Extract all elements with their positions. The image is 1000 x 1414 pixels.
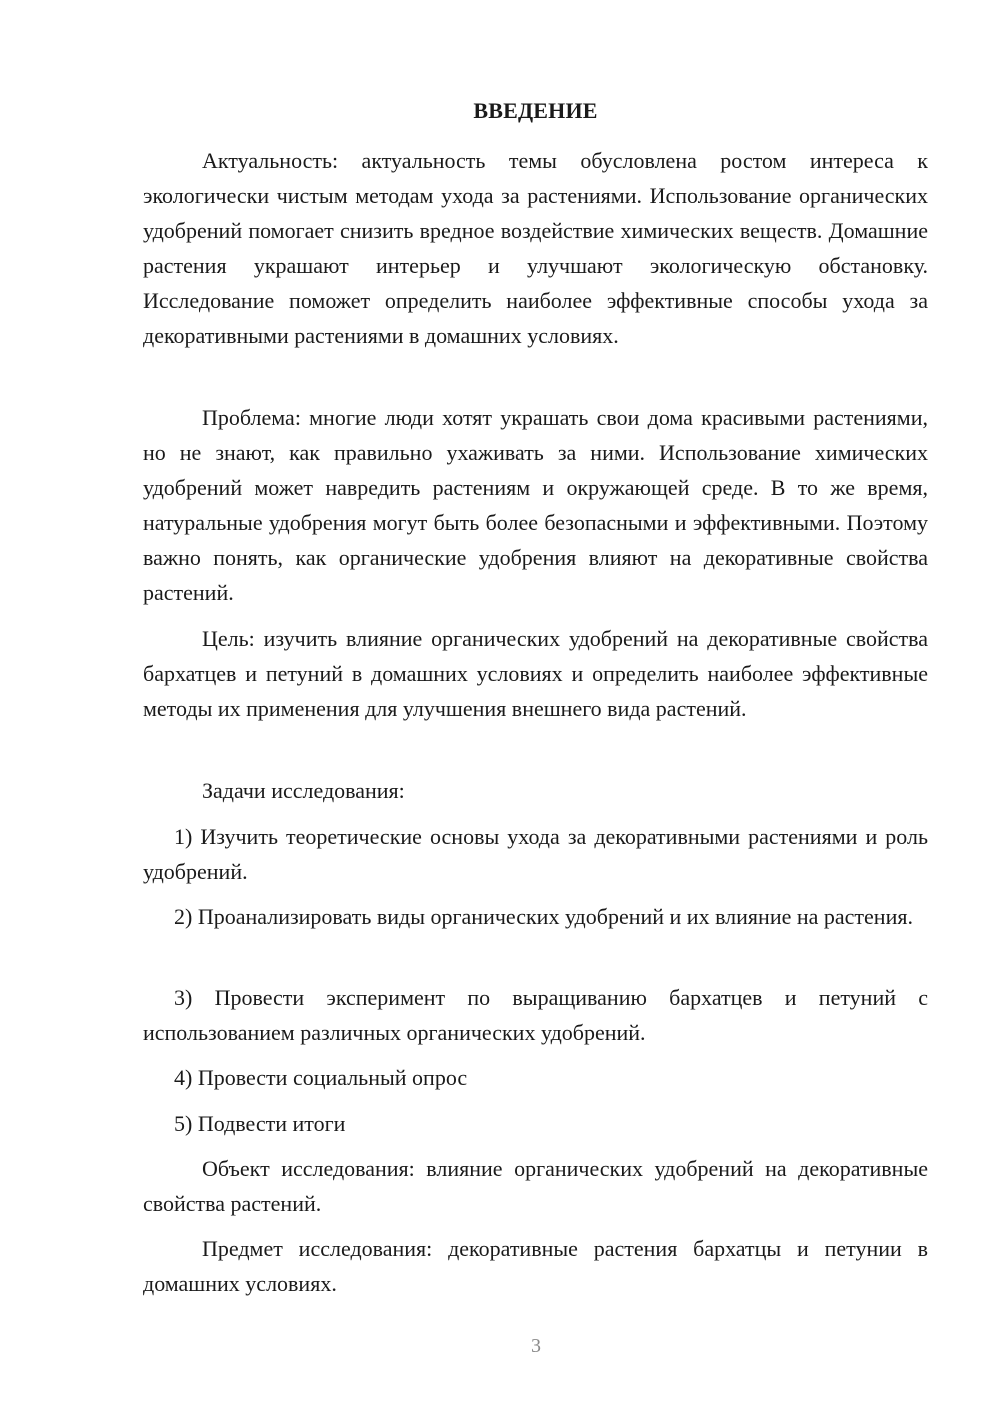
paragraph-goal: Цель: изучить влияние органических удобрений на декоративные свойства бархатцев и петуний в домашних условиях и определить наиболее эффективные методы их применения для улучшения внешнего вида растений. bbox=[143, 626, 928, 721]
page-title: ВВЕДЕНИЕ bbox=[473, 98, 598, 123]
paragraph-relevance: Актуальность: актуальность темы обусловлена ростом интереса к экологически чистым методам ухода за растениями. Использование органических удобрений помогает снизить вредное воздействие химических веществ. Домашние растения украшают интерьер и улучшают экологическую обстановку. Исследование поможет определить наиболее эффективные способы ухода за декоративными растениями в домашних условиях. bbox=[143, 148, 928, 348]
page-number: 3 bbox=[531, 1335, 541, 1357]
paragraph-object: Объект исследования: влияние органических удобрений на декоративные свойства растений. bbox=[143, 1156, 928, 1216]
task-item-4: 4) Провести социальный опрос bbox=[174, 1065, 468, 1090]
task-item-5: 5) Подвести итоги bbox=[174, 1111, 346, 1136]
paragraph-problem: Проблема: многие люди хотят украшать свои дома красивыми растениями, но не знают, как правильно ухаживать за ними. Использование химических удобрений может навредить растениям и окружающей среде. В то же время, натуральные удобрения могут быть более безопасными и эффективными. Поэтому важно понять, как органические удобрения влияют на декоративные свойства растений. bbox=[143, 405, 928, 605]
task-item-1: 1) Изучить теоретические основы ухода за декоративными растениями и роль удобрений. bbox=[143, 824, 928, 884]
paragraph-subject: Предмет исследования: декоративные растения бархатцы и петунии в домашних условиях. bbox=[143, 1236, 928, 1296]
task-item-3: 3) Провести эксперимент по выращиванию бархатцев и петуний с использованием различных органических удобрений. bbox=[143, 985, 928, 1045]
tasks-heading: Задачи исследования: bbox=[202, 778, 405, 803]
task-item-2: 2) Проанализировать виды органических удобрений и их влияние на растения. bbox=[174, 904, 913, 929]
